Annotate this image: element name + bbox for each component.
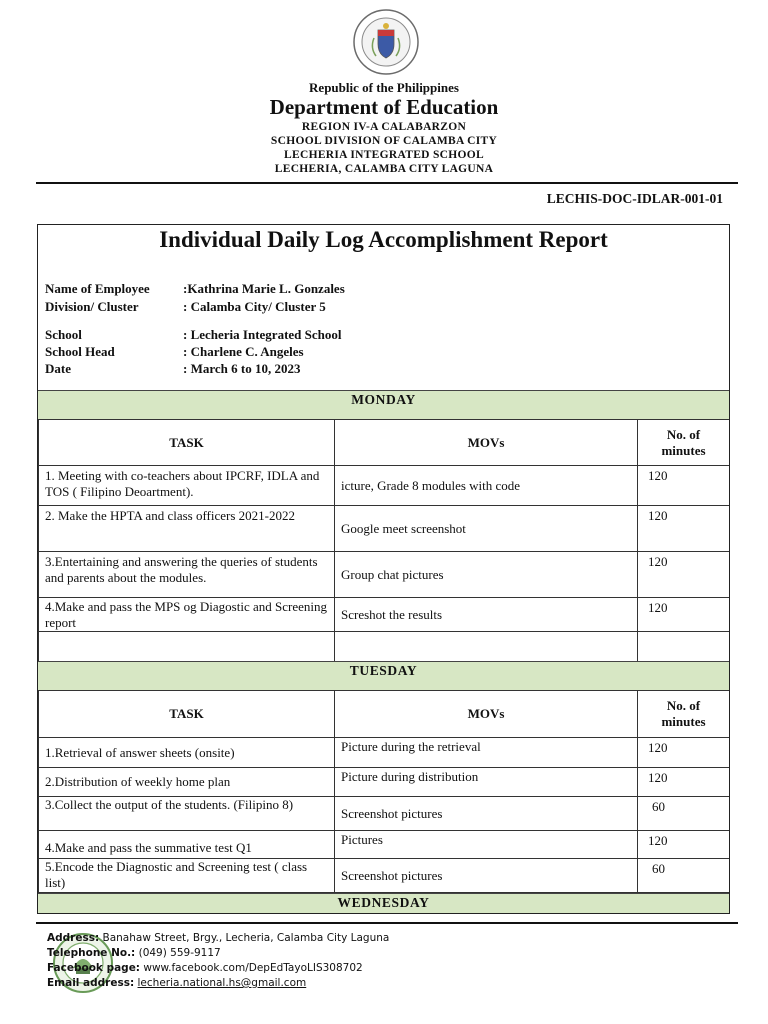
minutes-header: No. of minutes [638,691,730,738]
task-cell: 2. Make the HPTA and class officers 2021-2022 [39,506,335,552]
task-cell [39,632,335,662]
movs-header: MOVs [335,691,638,738]
header-division: SCHOOL DIVISION OF CALAMBA CITY [270,135,498,147]
table-row [39,506,730,552]
info-employee [45,281,345,297]
header-school: LECHERIA INTEGRATED SCHOOL [284,149,484,161]
task-cell: 1. Meeting with co-teachers about IPCRF, IDLA and TOS ( Filipino Deoartment). [39,466,335,506]
minutes-cell: 120 [638,738,730,768]
report-title: Individual Daily Log Accomplishment Report [159,227,608,252]
task-cell: 5.Encode the Diagnostic and Screening test ( class list) [39,859,335,893]
header-divider [36,182,738,184]
footer-divider [36,922,738,924]
day-band-wednesday: WEDNESDAY [38,893,729,914]
footer-address: Address: Banahaw Street, Brgy., Lecheria, Calamba City Laguna [47,932,390,944]
table-header-row [39,691,730,738]
tuesday-table [38,690,730,893]
header-address: LECHERIA, CALAMBA CITY LAGUNA [274,163,494,175]
header-department: Department of Education [269,95,499,119]
date-value: : March 6 to 10, 2023 [183,361,301,376]
task-cell: 1.Retrieval of answer sheets (onsite) [39,738,335,768]
minutes-cell: 120 [638,598,730,632]
table-row [39,466,730,506]
footer-email: Email address: lecheria.national.hs@gmail.com [47,977,307,989]
school-value: : Lecheria Integrated School [183,327,342,342]
movs-cell: Group chat pictures [335,552,638,598]
task-cell: 4.Make and pass the MPS og Diagostic and Screening report [39,598,335,632]
day-band-tuesday: TUESDAY [38,661,729,691]
movs-cell: Screenshot pictures [335,797,638,831]
minutes-cell: 60 [638,797,730,831]
school-label: School [45,327,82,342]
table-row [39,552,730,598]
division-value: : Calamba City/ Cluster 5 [183,299,326,314]
report-box [37,224,730,914]
school-head-value: : Charlene C. Angeles [183,344,304,359]
movs-cell: Pictures [335,831,638,859]
table-row [39,738,730,768]
minutes-cell [638,632,730,662]
minutes-header: No. of minutes [638,420,730,466]
info-date [45,361,300,377]
info-school-head [45,344,304,360]
movs-cell: Screenshot pictures [335,859,638,893]
table-row [39,797,730,831]
movs-cell: Picture during the retrieval [335,738,638,768]
table-row [39,831,730,859]
date-label: Date [45,361,71,376]
header-region: REGION IV-A CALABARZON [301,121,467,133]
employee-value: :Kathrina Marie L. Gonzales [183,281,345,296]
movs-cell: Google meet screenshot [335,506,638,552]
task-header: TASK [39,691,335,738]
division-label: Division/ Cluster [45,299,139,314]
document-code: LECHIS-DOC-IDLAR-001-01 [546,191,723,206]
movs-cell [335,632,638,662]
info-division [45,299,326,315]
task-header: TASK [39,420,335,466]
task-cell: 3.Entertaining and answering the queries of students and parents about the modules. [39,552,335,598]
task-cell: 4.Make and pass the summative test Q1 [39,831,335,859]
footer-telephone: Telephone No.: (049) 559-9117 [47,947,221,959]
table-row [39,632,730,662]
school-head-label: School Head [45,344,115,359]
task-cell: 3.Collect the output of the students. (Filipino 8) [39,797,335,831]
movs-cell: icture, Grade 8 modules with code [335,466,638,506]
task-cell: 2.Distribution of weekly home plan [39,768,335,797]
minutes-cell: 120 [638,831,730,859]
deped-seal-icon [352,8,420,76]
footer-facebook: Facebook page: www.facebook.com/DepEdTayoLIS308702 [47,962,363,974]
movs-cell: Screshot the results [335,598,638,632]
minutes-cell: 120 [638,768,730,797]
minutes-cell: 120 [638,466,730,506]
minutes-cell: 60 [638,859,730,893]
table-row [39,768,730,797]
monday-table [38,419,730,662]
movs-cell: Picture during distribution [335,768,638,797]
table-row [39,598,730,632]
header-republic: Republic of the Philippines [309,80,459,95]
minutes-cell: 120 [638,552,730,598]
movs-header: MOVs [335,420,638,466]
table-row [39,859,730,893]
email-link[interactable]: lecheria.national.hs@gmail.com [137,977,307,989]
minutes-cell: 120 [638,506,730,552]
day-band-monday: MONDAY [38,390,729,420]
info-school [45,327,342,343]
table-header-row [39,420,730,466]
employee-label: Name of Employee [45,281,150,296]
